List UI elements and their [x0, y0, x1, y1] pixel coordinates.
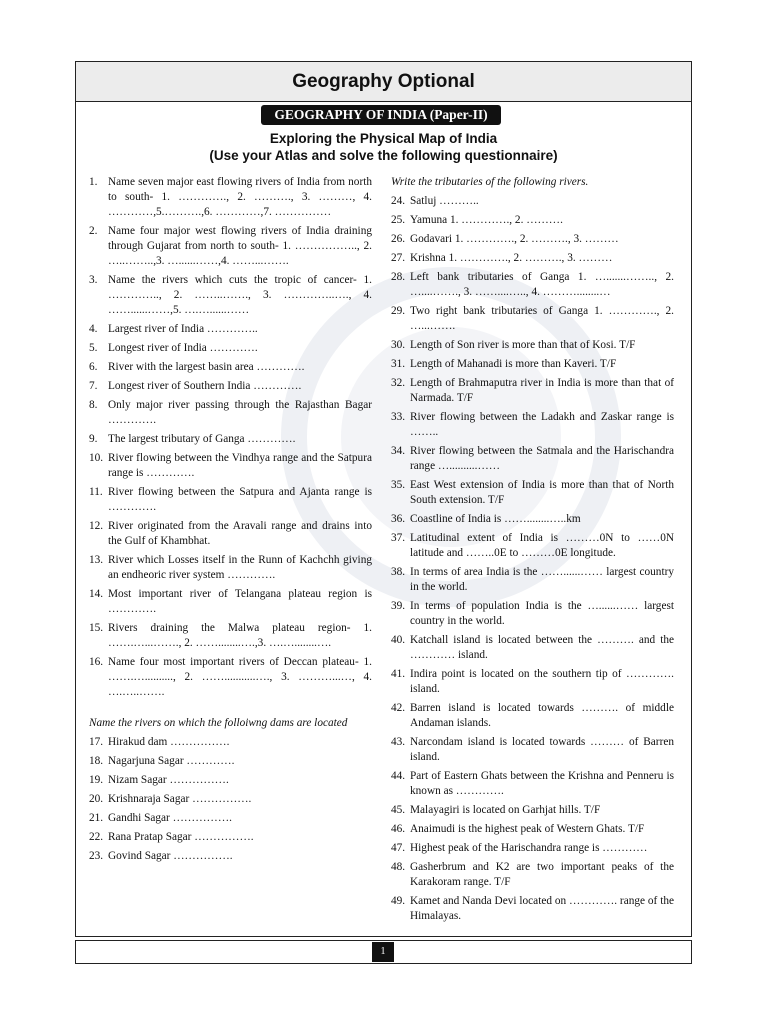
page-frame: [75, 61, 692, 937]
question-number: 42.: [391, 702, 406, 714]
question-number: 35.: [391, 479, 406, 491]
question-item: [89, 830, 372, 845]
question-number: 30.: [391, 339, 406, 351]
question-text: Nagarjuna Sagar ………….: [108, 755, 235, 767]
question-number: 36.: [391, 513, 406, 525]
question-item: [89, 273, 372, 318]
question-text: Name the rivers which cuts the tropic of cancer- 1. ………….., 2. ……..……., 3. …………..…., 4. ……......……,5. ….…......……: [108, 274, 372, 316]
question-number: 6.: [89, 361, 98, 373]
question-item: [391, 735, 674, 765]
question-item: [391, 599, 674, 629]
question-item: [89, 655, 372, 700]
question-item: [89, 398, 372, 428]
question-number: 44.: [391, 770, 406, 782]
section-banner: GEOGRAPHY OF INDIA (Paper-II): [261, 105, 501, 125]
question-number: 24.: [391, 195, 406, 207]
question-text: Krishna 1. …………., 2. ………., 3. ………: [410, 252, 613, 264]
right-question-list: [391, 194, 674, 924]
question-number: 13.: [89, 554, 104, 566]
question-item: [89, 587, 372, 617]
question-text: Narcondam island is located towards ……… of Barren island.: [410, 736, 674, 763]
question-item: [391, 357, 674, 372]
question-text: Nizam Sagar …………….: [108, 774, 229, 786]
question-text: Malayagiri is located on Garhjat hills. T/F: [410, 804, 601, 816]
question-item: [89, 451, 372, 481]
question-item: [391, 410, 674, 440]
question-item: [391, 769, 674, 799]
question-text: Name seven major east flowing rivers of India from north to south- 1. …………., 2. ………., 3. ………, 4. …………,5.……….,6. …………,7. ……………: [108, 176, 372, 218]
question-item: [89, 432, 372, 447]
question-item: [391, 304, 674, 334]
question-number: 25.: [391, 214, 406, 226]
question-item: [391, 270, 674, 300]
question-text: Length of Mahanadi is more than Kaveri. T/F: [410, 358, 617, 370]
question-item: [391, 894, 674, 924]
question-number: 23.: [89, 850, 104, 862]
question-item: [89, 519, 372, 549]
question-text: Coastline of India is ……........…..km: [410, 513, 581, 525]
question-number: 10.: [89, 452, 104, 464]
question-text: In terms of population India is the …......…… largest country in the world.: [410, 600, 674, 627]
question-text: The largest tributary of Ganga ………….: [108, 433, 296, 445]
question-text: River flowing between the Satmala and the Harischandra range …..........……: [410, 445, 674, 472]
question-number: 20.: [89, 793, 104, 805]
question-text: Most important river of Telangana plateau region is ………….: [108, 588, 372, 615]
question-text: River flowing between the Satpura and Ajanta range is ………….: [108, 486, 372, 513]
subtitle-line-2: (Use your Atlas and solve the following questionnaire): [209, 148, 558, 163]
question-number: 46.: [391, 823, 406, 835]
question-item: [391, 803, 674, 818]
question-text: In terms of area India is the ……......…… largest country in the world.: [410, 566, 674, 593]
question-number: 45.: [391, 804, 406, 816]
question-item: [391, 338, 674, 353]
question-number: 9.: [89, 433, 98, 445]
question-item: [391, 251, 674, 266]
question-number: 19.: [89, 774, 104, 786]
question-number: 26.: [391, 233, 406, 245]
question-number: 12.: [89, 520, 104, 532]
question-text: Latitudinal extent of India is ………0N to ……0N latitude and ……..0E to ………0E longitude.: [410, 532, 674, 559]
question-text: Longest river of Southern India ………….: [108, 380, 302, 392]
left-question-list: [89, 175, 372, 700]
question-item: [89, 360, 372, 375]
question-text: Katchall island is located between the ………. and the ………… island.: [410, 634, 674, 661]
question-text: Rivers draining the Malwa plateau region- 1. …….…...……., 2. ……........….,3. ….…........….: [108, 622, 372, 649]
question-text: River which Losses itself in the Runn of Kachchh giving an endheoric river system ………….: [108, 554, 372, 581]
question-item: [391, 512, 674, 527]
worksheet-subtitle: [76, 130, 691, 164]
question-number: 27.: [391, 252, 406, 264]
question-number: 21.: [89, 812, 104, 824]
question-text: Anaimudi is the highest peak of Western Ghats. T/F: [410, 823, 645, 835]
question-text: Largest river of India …………..: [108, 323, 258, 335]
question-number: 4.: [89, 323, 98, 335]
question-text: Highest peak of the Harischandra range is …………: [410, 842, 648, 854]
question-text: Name four major west flowing rivers of India draining through Gujarat from north to south- 1. …………….., 2. …..……..,3. …......……,4. ……...…….: [108, 225, 372, 267]
question-text: Kamet and Nanda Devi located on …………. range of the Himalayas.: [410, 895, 674, 922]
question-text: Rana Pratap Sagar …………….: [108, 831, 254, 843]
question-item: [89, 341, 372, 356]
question-item: [391, 478, 674, 508]
question-number: 33.: [391, 411, 406, 423]
question-item: [391, 194, 674, 209]
question-number: 34.: [391, 445, 406, 457]
question-item: [89, 773, 372, 788]
question-text: Krishnaraja Sagar …………….: [108, 793, 252, 805]
question-item: [89, 621, 372, 651]
question-text: Gasherbrum and K2 are two important peaks of the Karakoram range. T/F: [410, 861, 674, 888]
question-text: Two right bank tributaries of Ganga 1. …………., 2. …...…….: [410, 305, 674, 332]
question-number: 14.: [89, 588, 104, 600]
question-item: [89, 811, 372, 826]
question-item: [89, 849, 372, 864]
page-header: [76, 62, 691, 102]
question-number: 41.: [391, 668, 406, 680]
dams-question-list: [89, 735, 372, 864]
question-number: 28.: [391, 271, 406, 283]
question-item: [89, 379, 372, 394]
question-number: 39.: [391, 600, 406, 612]
question-item: [89, 553, 372, 583]
right-column: [391, 175, 674, 928]
question-item: [89, 735, 372, 750]
question-number: 5.: [89, 342, 98, 354]
question-item: [391, 444, 674, 474]
question-text: Govind Sagar …………….: [108, 850, 233, 862]
question-number: 1.: [89, 176, 98, 188]
question-number: 40.: [391, 634, 406, 646]
question-item: [89, 175, 372, 220]
question-item: [391, 701, 674, 731]
question-item: [89, 322, 372, 337]
question-item: [391, 213, 674, 228]
question-number: 18.: [89, 755, 104, 767]
question-number: 29.: [391, 305, 406, 317]
question-item: [391, 633, 674, 663]
question-text: River flowing between the Vindhya range and the Satpura range is ………….: [108, 452, 372, 479]
question-text: Gandhi Sagar …………….: [108, 812, 232, 824]
question-text: Godavari 1. …………., 2. ………., 3. ………: [410, 233, 619, 245]
tributaries-heading: Write the tributaries of the following rivers.: [391, 176, 589, 188]
question-item: [89, 485, 372, 515]
question-number: 38.: [391, 566, 406, 578]
question-number: 43.: [391, 736, 406, 748]
question-item: [89, 224, 372, 269]
question-text: Name four most important rivers of Deccan plateau- 1. …….….........., 2. ……...........…., 3. ………...…, 4. ….…..…….: [108, 656, 372, 698]
question-number: 37.: [391, 532, 406, 544]
question-text: East West extension of India is more than that of North South extension. T/F: [410, 479, 674, 506]
page-title: Geography Optional: [292, 71, 475, 92]
question-number: 49.: [391, 895, 406, 907]
question-item: [391, 841, 674, 856]
question-number: 48.: [391, 861, 406, 873]
question-text: Hirakud dam …………….: [108, 736, 230, 748]
question-text: River flowing between the Ladakh and Zaskar range is ……..: [410, 411, 674, 438]
question-number: 7.: [89, 380, 98, 392]
question-text: Part of Eastern Ghats between the Krishna and Penneru is known as ………….: [410, 770, 674, 797]
question-text: Longest river of India ………….: [108, 342, 258, 354]
question-number: 16.: [89, 656, 104, 668]
question-number: 2.: [89, 225, 98, 237]
question-item: [391, 860, 674, 890]
subtitle-line-1: Exploring the Physical Map of India: [269, 131, 498, 146]
question-item: [391, 531, 674, 561]
question-item: [391, 376, 674, 406]
question-number: 31.: [391, 358, 406, 370]
question-item: [391, 667, 674, 697]
question-number: 11.: [89, 486, 103, 498]
question-item: [391, 232, 674, 247]
question-item: [89, 754, 372, 769]
question-text: River with the largest basin area ………….: [108, 361, 305, 373]
question-number: 32.: [391, 377, 406, 389]
page-number: 1: [372, 942, 394, 962]
question-text: Left bank tributaries of Ganga 1. ….......…….., 2. …....……., 3. ……....….., 4. ………........…: [410, 271, 674, 298]
dams-heading: Name the rivers on which the folloiwng dams are located: [89, 717, 348, 729]
question-item: [391, 565, 674, 595]
question-number: 3.: [89, 274, 98, 286]
question-number: 17.: [89, 736, 104, 748]
question-text: Only major river passing through the Rajasthan Bagar ………….: [108, 399, 372, 426]
question-text: Length of Brahmaputra river in India is more than that of Narmada. T/F: [410, 377, 674, 404]
question-item: [89, 792, 372, 807]
question-number: 47.: [391, 842, 406, 854]
question-item: [391, 822, 674, 837]
question-text: Barren island is located towards ………. of middle Andaman islands.: [410, 702, 674, 729]
question-number: 15.: [89, 622, 104, 634]
question-number: 8.: [89, 399, 98, 411]
question-text: River originated from the Aravali range and drains into the Gulf of Khambhat.: [108, 520, 372, 547]
question-text: Indira point is located on the southern tip of …………. island.: [410, 668, 674, 695]
left-column: [89, 175, 372, 868]
question-text: Satluj ………..: [410, 195, 479, 207]
question-number: 22.: [89, 831, 104, 843]
question-text: Length of Son river is more than that of Kosi. T/F: [410, 339, 636, 351]
question-text: Yamuna 1. …………., 2. ……….: [410, 214, 563, 226]
